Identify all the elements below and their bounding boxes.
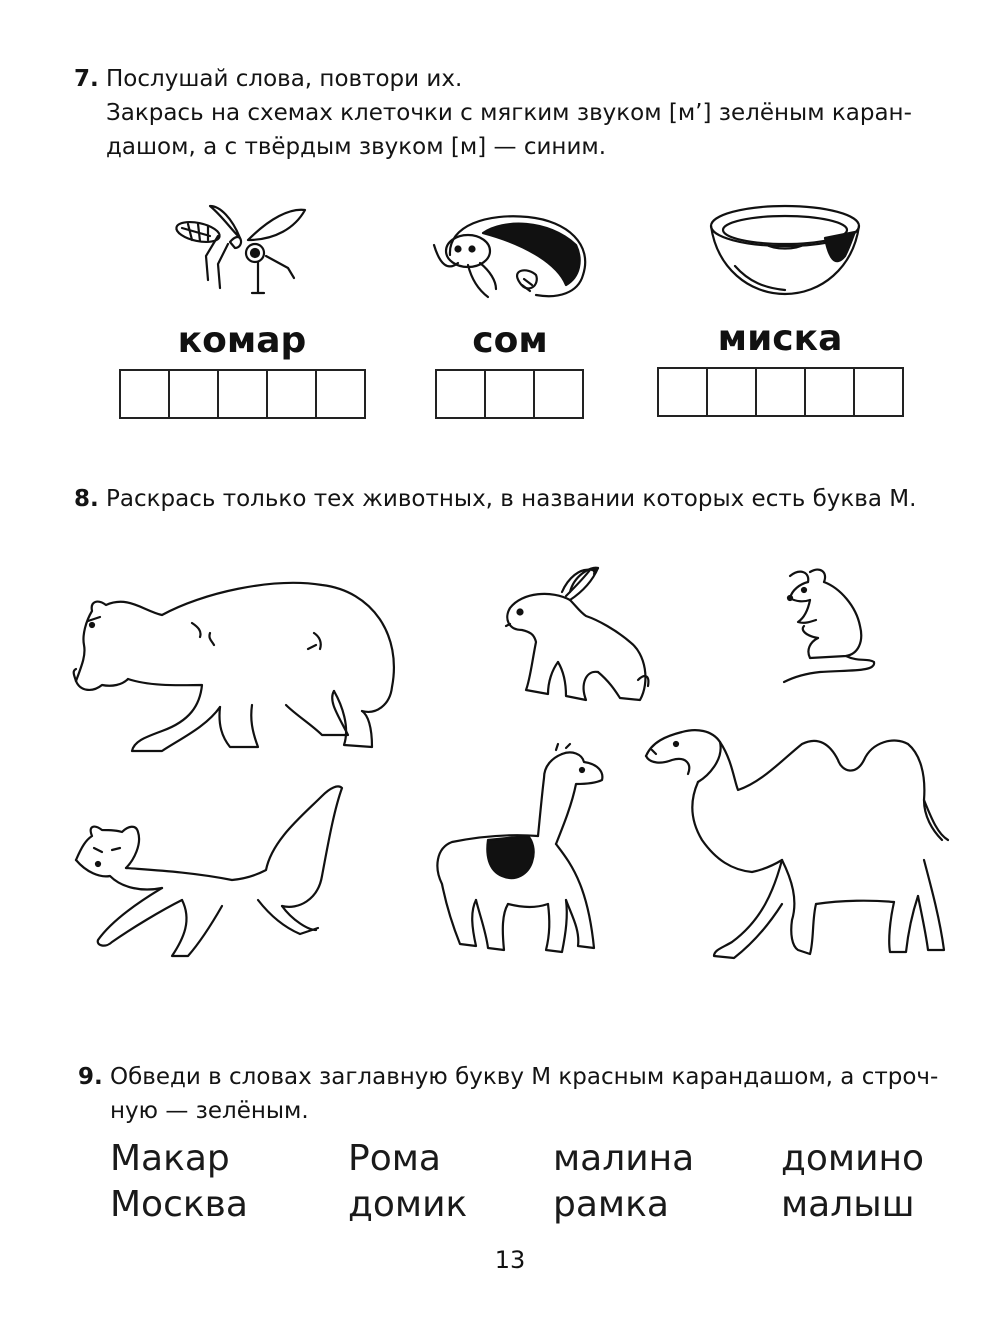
sound-scheme-som[interactable] (435, 369, 584, 419)
trace-word[interactable]: домино (781, 1138, 925, 1179)
mouse-icon[interactable] (780, 566, 880, 688)
word-label: миска (717, 318, 843, 359)
task-9 (78, 1060, 978, 1140)
task-9-line-1: Обведи в словах заглавную букву М красным карандашом, а строч- (110, 1064, 939, 1090)
trace-word[interactable]: рамка (553, 1184, 669, 1225)
word-label: комар (177, 320, 307, 361)
camel-icon[interactable] (642, 720, 952, 965)
task-7-line-1: Послушай слова, повтори их. (106, 66, 463, 92)
trace-word[interactable]: малина (553, 1138, 695, 1179)
task-9-line-2: ную — зелёным. (110, 1098, 309, 1124)
task-8-line-1: Раскрась только тех животных, в названии которых есть буква М. (106, 486, 917, 512)
fox-icon[interactable] (72, 780, 352, 970)
rabbit-icon[interactable] (500, 562, 655, 707)
scheme-cell[interactable] (486, 371, 535, 417)
bowl-icon (705, 198, 865, 298)
bear-icon[interactable] (72, 575, 402, 760)
word-label: сом (472, 320, 548, 361)
task-number: 7. (74, 66, 99, 92)
trace-word[interactable]: Москва (110, 1184, 248, 1225)
task-8 (74, 482, 974, 522)
scheme-cell[interactable] (268, 371, 317, 417)
task-number: 9. (78, 1064, 103, 1090)
catfish-icon (428, 205, 593, 305)
llama-icon[interactable] (432, 744, 612, 964)
scheme-cell[interactable] (437, 371, 486, 417)
sound-scheme-komar[interactable] (119, 369, 366, 419)
trace-word[interactable]: домик (348, 1184, 468, 1225)
trace-word[interactable]: Макар (110, 1138, 230, 1179)
task-7-line-2: Закрась на схемах клеточки с мягким звуком [м’] зелёным каран- (106, 100, 912, 126)
scheme-cell[interactable] (219, 371, 268, 417)
scheme-cell[interactable] (317, 371, 364, 417)
task-7-line-3: дашом, а с твёрдым звуком [м] — синим. (106, 134, 607, 160)
page-number: 13 (494, 1246, 526, 1274)
scheme-cell[interactable] (757, 369, 806, 415)
scheme-cell[interactable] (121, 371, 170, 417)
scheme-cell[interactable] (170, 371, 219, 417)
sound-scheme-miska[interactable] (657, 367, 904, 417)
scheme-cell[interactable] (708, 369, 757, 415)
scheme-cell[interactable] (855, 369, 902, 415)
scheme-cell[interactable] (659, 369, 708, 415)
mosquito-icon (170, 198, 310, 303)
trace-word[interactable]: Рома (348, 1138, 441, 1179)
trace-word[interactable]: малыш (781, 1184, 915, 1225)
task-number: 8. (74, 486, 99, 512)
scheme-cell[interactable] (806, 369, 855, 415)
scheme-cell[interactable] (535, 371, 582, 417)
task-7 (74, 62, 974, 172)
